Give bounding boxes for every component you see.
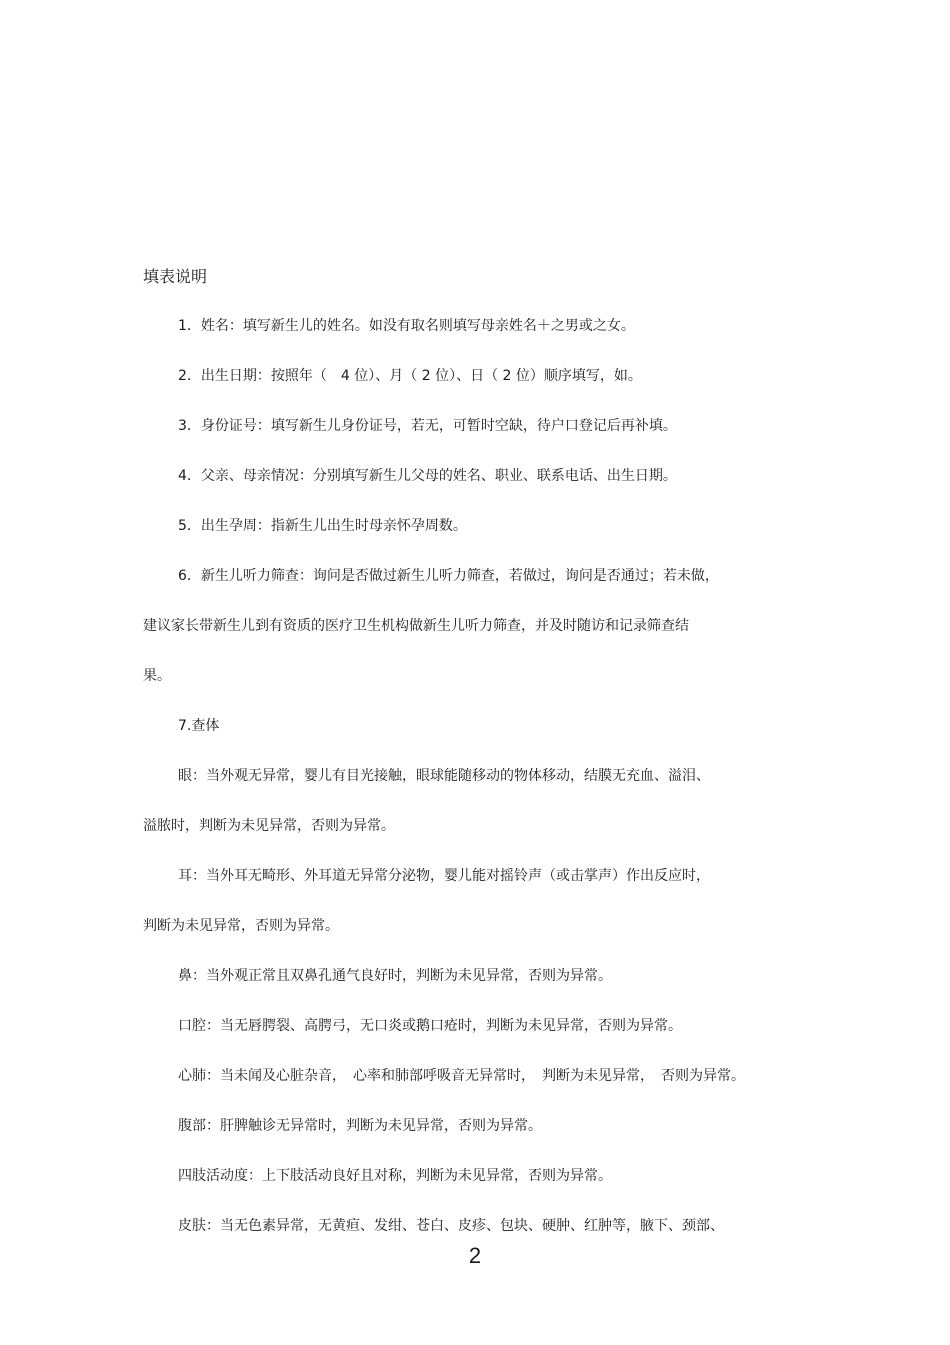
exam-heart-lungs: 心肺：当未闻及心脏杂音， 心率和肺部呼吸音无异常时， 判断为未见异常， 否则为异常。 <box>178 1068 745 1084</box>
instruction-hearing-screening: 6．新生儿听力筛查：询问是否做过新生儿听力筛查，若做过，询问是否通过；若未做， <box>178 568 719 584</box>
instruction-gestational-weeks: 5．出生孕周：指新生儿出生时母亲怀孕周数。 <box>178 518 467 534</box>
instruction-hearing-screening-end: 果。 <box>143 668 171 684</box>
instruction-name: 1．姓名：填写新生儿的姓名。如没有取名则填写母亲姓名＋之男或之女。 <box>178 318 635 334</box>
section-physical-exam: 7.查体 <box>178 718 220 734</box>
instruction-hearing-screening-cont: 建议家长带新生儿到有资质的医疗卫生机构做新生儿听力筛查，并及时随访和记录筛查结 <box>143 618 689 634</box>
document-title: 填表说明 <box>143 267 208 286</box>
exam-ears: 耳：当外耳无畸形、外耳道无异常分泌物，婴儿能对摇铃声（或击掌声）作出反应时， <box>178 868 710 884</box>
exam-eyes-cont: 溢脓时，判断为未见异常，否则为异常。 <box>143 818 395 834</box>
instruction-id-number: 3．身份证号：填写新生儿身份证号，若无，可暂时空缺，待户口登记后再补填。 <box>178 418 677 434</box>
exam-mouth: 口腔：当无唇腭裂、高腭弓，无口炎或鹅口疮时，判断为未见异常，否则为异常。 <box>178 1018 682 1034</box>
exam-ears-cont: 判断为未见异常，否则为异常。 <box>143 918 339 934</box>
exam-nose: 鼻：当外观正常且双鼻孔通气良好时，判断为未见异常，否则为异常。 <box>178 968 612 984</box>
exam-skin: 皮肤：当无色素异常，无黄疸、发绀、苍白、皮疹、包块、硬肿、红肿等，腋下、颈部、 <box>178 1218 724 1234</box>
exam-limbs: 四肢活动度：上下肢活动良好且对称，判断为未见异常，否则为异常。 <box>178 1168 612 1184</box>
instruction-birth-date: 2．出生日期：按照年（ 4 位）、月（ 2 位）、日（ 2 位）顺序填写，如。 <box>178 368 642 384</box>
page-number: 2 <box>468 1243 482 1268</box>
instruction-parents: 4．父亲、母亲情况：分别填写新生儿父母的姓名、职业、联系电话、出生日期。 <box>178 468 677 484</box>
exam-eyes: 眼：当外观无异常，婴儿有目光接触，眼球能随移动的物体移动，结膜无充血、溢泪、 <box>178 768 710 784</box>
exam-abdomen: 腹部：肝脾触诊无异常时，判断为未见异常，否则为异常。 <box>178 1118 542 1134</box>
